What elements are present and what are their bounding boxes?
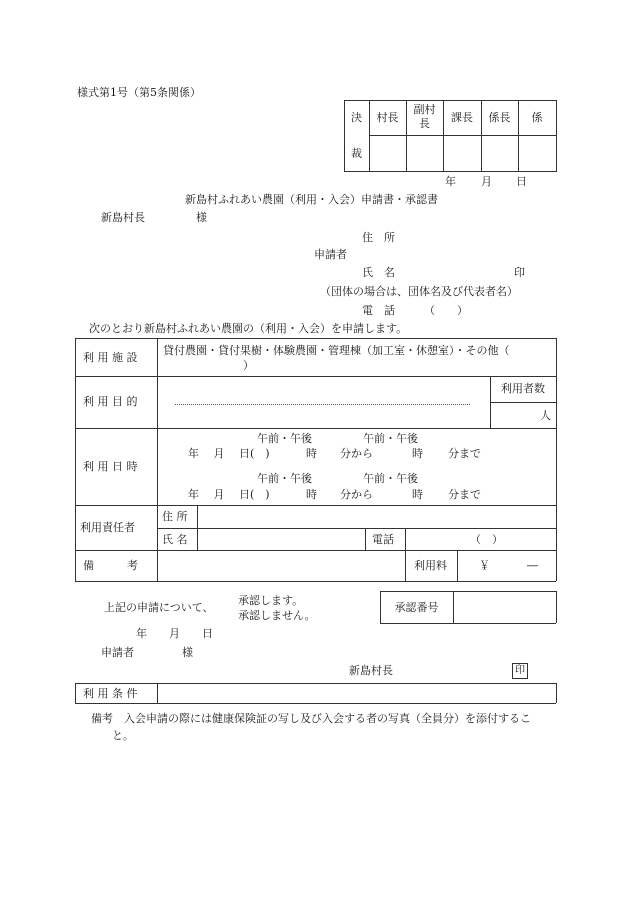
ampm-start-2: 午前・午後 (257, 472, 312, 485)
fee-yen: ￥ (479, 559, 490, 572)
until-1: 分まで (448, 447, 481, 460)
fee-dash: ― (527, 559, 538, 572)
date-1: 年 月 日( ) (188, 447, 270, 460)
conditions-label: 利 用 条 件 (83, 687, 138, 700)
purpose-label: 利 用 目 的 (83, 395, 138, 408)
datetime-label: 利 用 日 時 (83, 460, 138, 473)
approval-applicant-honorific: 様 (182, 646, 193, 659)
intro-text: 次のとおり新島村ふれあい農園の（利用・入会）を申請します。 (89, 322, 408, 335)
reject-option: 承認しません。 (238, 609, 316, 622)
users-unit: 人 (540, 409, 551, 422)
hour-start-2: 時 (306, 488, 317, 501)
until-2: 分まで (448, 488, 481, 501)
col-staff: 係 (531, 111, 543, 124)
col-deputy-2: 長 (419, 117, 430, 130)
applicant-seal: 印 (514, 266, 525, 279)
hour-end-1: 時 (412, 447, 423, 460)
users-label: 利用者数 (501, 382, 545, 395)
decision-label-2: 裁 (351, 147, 362, 160)
responsible-label: 利用責任者 (80, 521, 135, 534)
col-mayor: 村長 (376, 111, 399, 124)
date-month: 月 (481, 175, 492, 188)
date-day: 日 (516, 175, 527, 188)
applicant-phone-label: 電 話 (362, 304, 395, 317)
col-deputy-1: 副村 (413, 103, 436, 116)
page-title: 新島村ふれあい農園（利用・入会）申請書・承認書 (185, 193, 438, 206)
decision-label-1: 決 (351, 111, 362, 124)
ampm-end-2: 午前・午後 (363, 472, 418, 485)
resp-name-label: 氏 名 (162, 533, 188, 546)
hour-end-2: 時 (412, 488, 423, 501)
applicant-name-label: 氏 名 (362, 266, 395, 279)
resp-address-label: 住 所 (162, 510, 188, 523)
applicant-label: 申請者 (314, 248, 347, 261)
approval-number-label: 承認番号 (394, 601, 439, 614)
footnote-line-1: 備考 入会申請の際には健康保険証の写し及び入会する者の写真（全員分）を添付するこ (91, 712, 531, 725)
addressee-name: 新島村長 (101, 211, 145, 224)
addressee-honorific: 様 (196, 211, 207, 224)
from-1: 分から (340, 447, 373, 460)
footnote-line-2: と。 (112, 729, 134, 742)
ampm-start-1: 午前・午後 (257, 432, 312, 445)
form-number: 様式第1号（第5条関係） (77, 86, 201, 99)
approve-option: 承認します。 (238, 594, 304, 607)
facility-label: 利 用 施 設 (83, 351, 138, 364)
mayor-signature-label: 新島村長 (349, 664, 393, 677)
mayor-seal: 印 (512, 663, 528, 679)
remarks-label: 備 考 (83, 559, 138, 572)
date-year: 年 (445, 175, 456, 188)
applicant-phone-parens: （ ） (424, 304, 468, 317)
col-section-chief: 課長 (451, 111, 473, 124)
hour-start-1: 時 (306, 447, 317, 460)
facility-options: 貸付農園・貸付果樹・体験農園・管理棟（加工室・休憩室）・その他（ (163, 344, 510, 357)
approval-date: 年 月 日 (136, 627, 213, 640)
group-note: （団体の場合は、団体名及び代表者名） (320, 285, 518, 298)
ampm-end-1: 午前・午後 (363, 432, 418, 445)
resp-phone-parens: （ ） (470, 533, 503, 546)
date-2: 年 月 日( ) (188, 488, 270, 501)
approval-text: 上記の申請について、 (104, 601, 214, 614)
approval-applicant-label: 申請者 (101, 646, 134, 659)
facility-other-close: ） (243, 359, 254, 372)
col-subsection-chief: 係長 (488, 111, 511, 124)
from-2: 分から (340, 488, 373, 501)
fee-label: 利用料 (414, 559, 447, 572)
applicant-address-label: 住 所 (362, 231, 395, 244)
resp-phone-label: 電話 (372, 533, 394, 546)
